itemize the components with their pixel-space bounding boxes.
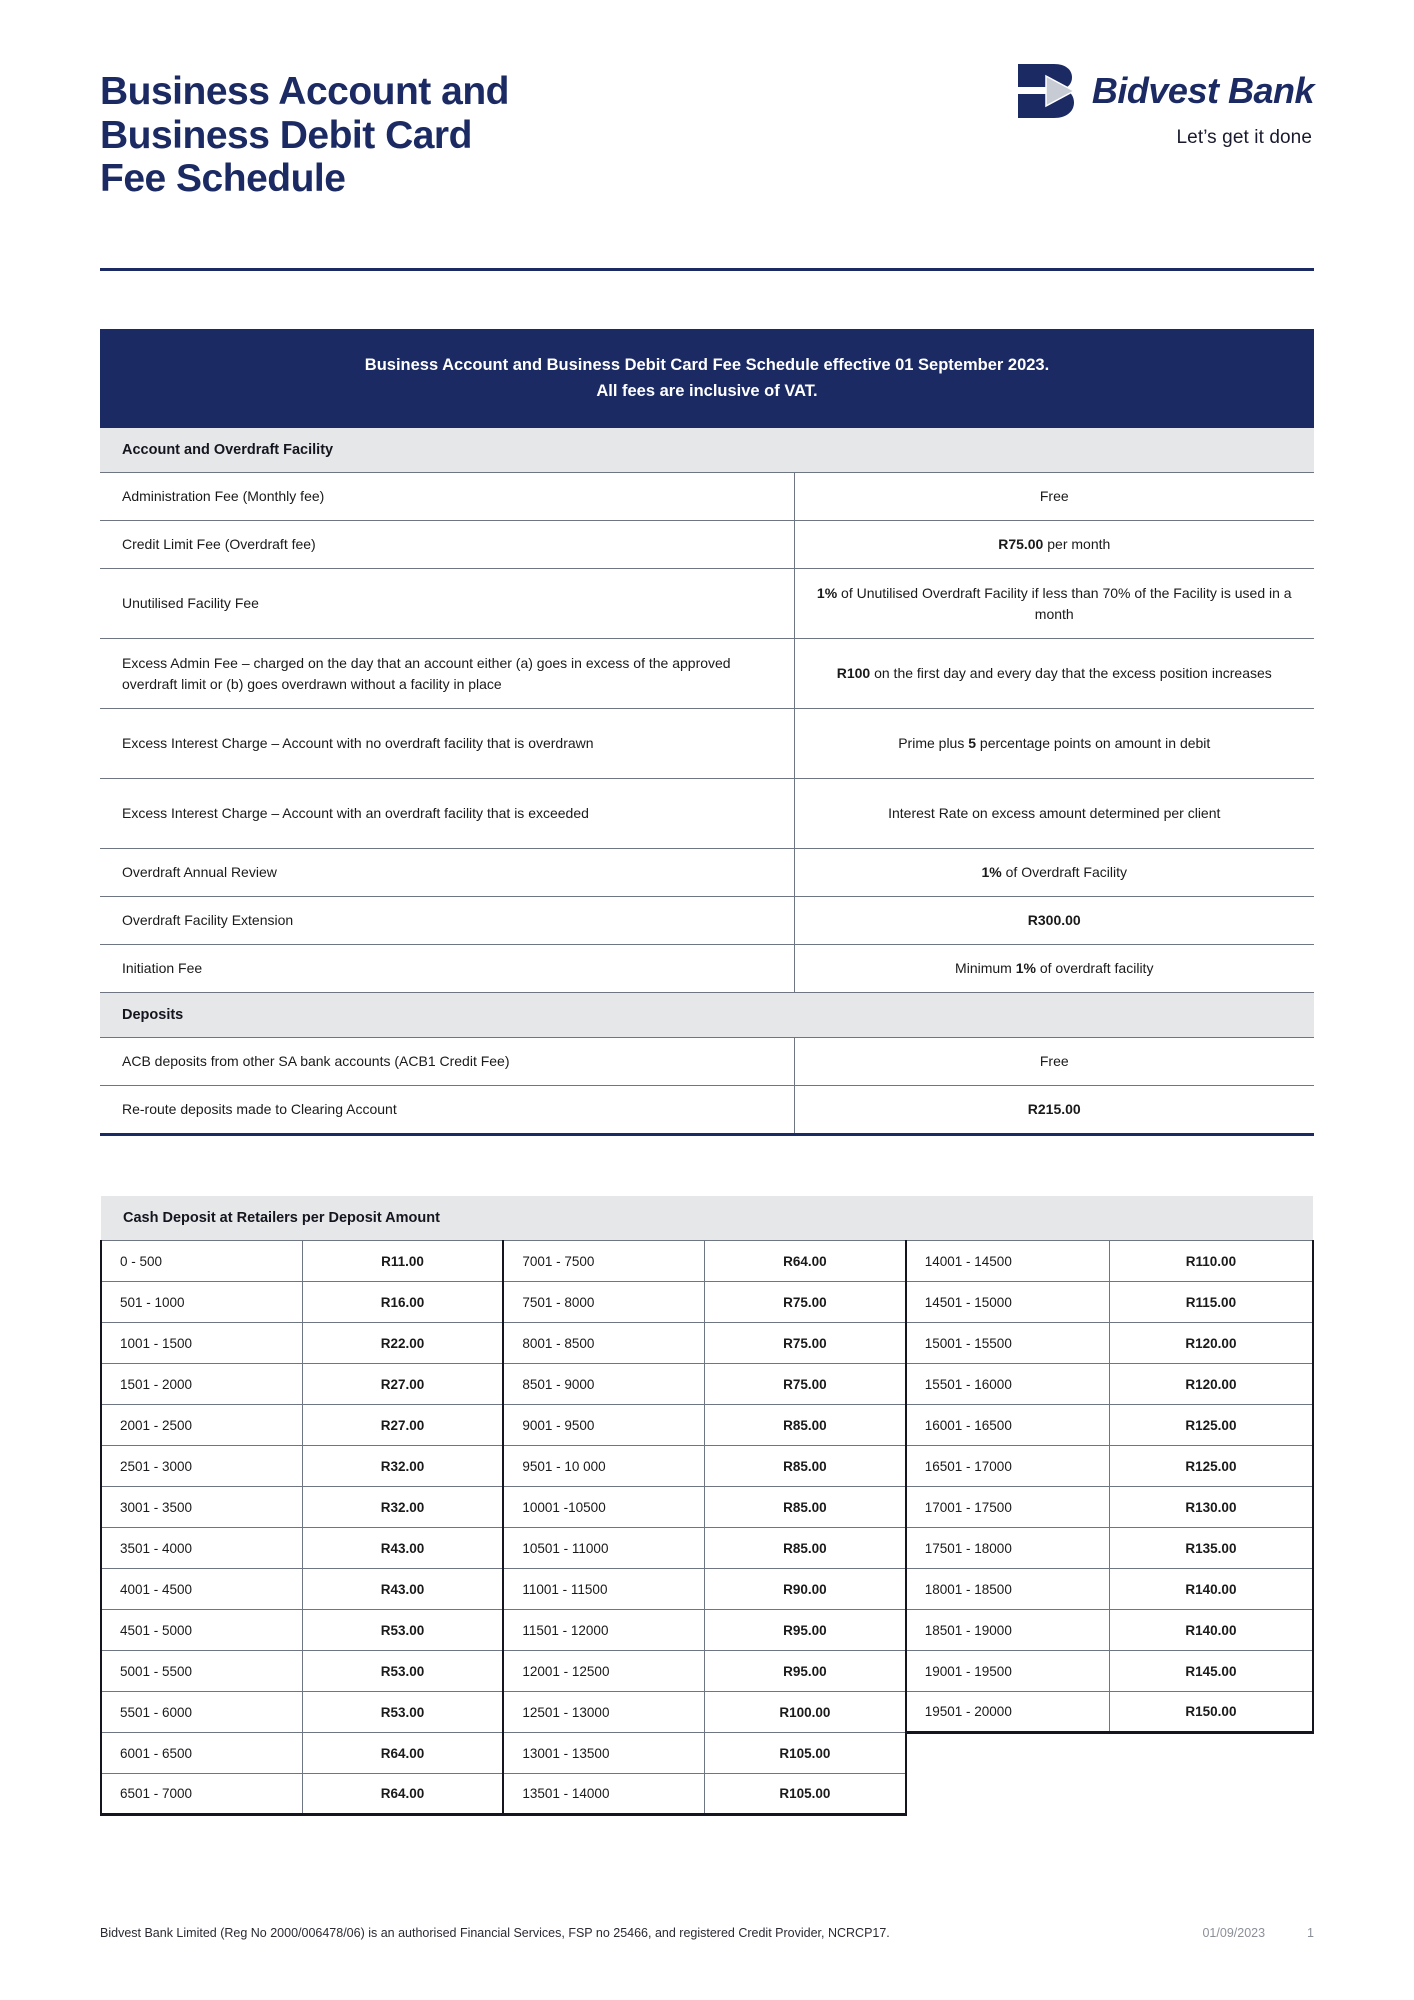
deposit-range: 11001 - 11500	[503, 1569, 704, 1610]
footer-date: 01/09/2023	[1202, 1926, 1266, 1940]
deposit-fee: R95.00	[705, 1610, 906, 1651]
footer-page-number: 1	[1307, 1926, 1314, 1940]
fee-label: Administration Fee (Monthly fee)	[100, 473, 794, 521]
deposit-range: 5501 - 6000	[101, 1692, 302, 1733]
page-title	[100, 70, 740, 201]
fee-value: 1% of Unutilised Overdraft Facility if less than 70% of the Facility is used in a month	[794, 569, 1314, 639]
fee-section-heading-row	[100, 428, 1314, 473]
cash-deposit-row	[101, 1528, 1313, 1569]
deposit-range-empty	[906, 1733, 1110, 1774]
deposit-fee: R16.00	[302, 1282, 503, 1323]
deposit-range: 9001 - 9500	[503, 1405, 704, 1446]
cash-deposit-row	[101, 1323, 1313, 1364]
brand-logo	[1016, 62, 1314, 149]
cash-deposit-row	[101, 1651, 1313, 1692]
fee-table	[100, 428, 1314, 1136]
deposit-fee-empty	[1109, 1733, 1313, 1774]
deposit-fee-empty	[1109, 1774, 1313, 1815]
deposit-range: 12001 - 12500	[503, 1651, 704, 1692]
deposit-fee: R105.00	[705, 1733, 906, 1774]
deposit-range: 16501 - 17000	[906, 1446, 1110, 1487]
deposit-fee: R110.00	[1109, 1241, 1313, 1282]
page-title-line-1: Business Account and	[100, 70, 509, 113]
deposit-range: 1001 - 1500	[101, 1323, 302, 1364]
fee-label: Re-route deposits made to Clearing Account	[100, 1086, 794, 1135]
cash-deposit-heading: Cash Deposit at Retailers per Deposit Amount	[101, 1196, 1313, 1241]
cash-deposit-heading-row	[101, 1196, 1313, 1241]
page-footer	[100, 1926, 1314, 1940]
deposit-fee: R125.00	[1109, 1405, 1313, 1446]
fee-label: Initiation Fee	[100, 945, 794, 993]
deposit-range: 15501 - 16000	[906, 1364, 1110, 1405]
brand-name: Bidvest Bank	[1091, 70, 1314, 111]
deposit-fee: R75.00	[705, 1323, 906, 1364]
deposit-fee: R115.00	[1109, 1282, 1313, 1323]
fee-table-row	[100, 779, 1314, 849]
bidvest-b-logo-icon	[1016, 62, 1078, 120]
deposit-fee: R85.00	[705, 1528, 906, 1569]
fee-table-row	[100, 849, 1314, 897]
fee-table-row	[100, 521, 1314, 569]
effective-date-banner	[100, 329, 1314, 428]
deposit-range: 4501 - 5000	[101, 1610, 302, 1651]
fee-label: Credit Limit Fee (Overdraft fee)	[100, 521, 794, 569]
fee-table-row	[100, 639, 1314, 709]
cash-deposit-row	[101, 1241, 1313, 1282]
page-title-line-2: Business Debit Card	[100, 113, 472, 157]
deposit-fee: R53.00	[302, 1651, 503, 1692]
header-divider	[100, 268, 1314, 271]
deposit-fee: R95.00	[705, 1651, 906, 1692]
deposit-range: 18501 - 19000	[906, 1610, 1110, 1651]
deposit-range: 6501 - 7000	[101, 1774, 302, 1815]
deposit-range: 12501 - 13000	[503, 1692, 704, 1733]
deposit-range: 9501 - 10 000	[503, 1446, 704, 1487]
deposit-fee: R120.00	[1109, 1323, 1313, 1364]
fee-value: R215.00	[794, 1086, 1314, 1135]
deposit-fee: R135.00	[1109, 1528, 1313, 1569]
deposit-fee: R27.00	[302, 1405, 503, 1446]
deposit-fee: R90.00	[705, 1569, 906, 1610]
fee-value: 1% of Overdraft Facility	[794, 849, 1314, 897]
cash-deposit-row	[101, 1774, 1313, 1815]
deposit-fee: R85.00	[705, 1405, 906, 1446]
deposit-range: 2501 - 3000	[101, 1446, 302, 1487]
cash-deposit-row	[101, 1692, 1313, 1733]
deposit-range: 2001 - 2500	[101, 1405, 302, 1446]
deposit-range: 3001 - 3500	[101, 1487, 302, 1528]
cash-deposit-row	[101, 1282, 1313, 1323]
fee-label: ACB deposits from other SA bank accounts (ACB1 Credit Fee)	[100, 1038, 794, 1086]
deposit-fee: R75.00	[705, 1282, 906, 1323]
cash-deposit-row	[101, 1446, 1313, 1487]
deposit-range-empty	[906, 1774, 1110, 1815]
deposit-range: 8501 - 9000	[503, 1364, 704, 1405]
deposit-range: 14501 - 15000	[906, 1282, 1110, 1323]
deposit-range: 19001 - 19500	[906, 1651, 1110, 1692]
deposit-range: 7001 - 7500	[503, 1241, 704, 1282]
deposit-range: 10501 - 11000	[503, 1528, 704, 1569]
fee-section-heading-row	[100, 993, 1314, 1038]
fee-value: R300.00	[794, 897, 1314, 945]
cash-deposit-row	[101, 1487, 1313, 1528]
deposit-fee: R64.00	[302, 1733, 503, 1774]
fee-value: Free	[794, 1038, 1314, 1086]
fee-value: Prime plus 5 percentage points on amount in debit	[794, 709, 1314, 779]
fee-value: R100 on the first day and every day that the excess position increases	[794, 639, 1314, 709]
deposit-range: 17501 - 18000	[906, 1528, 1110, 1569]
fee-section-heading: Account and Overdraft Facility	[100, 428, 1314, 473]
fee-label: Excess Interest Charge – Account with an overdraft facility that is exceeded	[100, 779, 794, 849]
banner-line-1: Business Account and Business Debit Card Fee Schedule effective 01 September 2023.	[364, 356, 1050, 374]
deposit-range: 13501 - 14000	[503, 1774, 704, 1815]
deposit-range: 7501 - 8000	[503, 1282, 704, 1323]
fee-table-row	[100, 897, 1314, 945]
deposit-fee: R32.00	[302, 1446, 503, 1487]
deposit-range: 501 - 1000	[101, 1282, 302, 1323]
deposit-fee: R85.00	[705, 1487, 906, 1528]
deposit-fee: R100.00	[705, 1692, 906, 1733]
cash-deposit-row	[101, 1569, 1313, 1610]
deposit-fee: R125.00	[1109, 1446, 1313, 1487]
deposit-fee: R120.00	[1109, 1364, 1313, 1405]
cash-deposit-table	[100, 1196, 1314, 1816]
deposit-fee: R105.00	[705, 1774, 906, 1815]
fee-label: Unutilised Facility Fee	[100, 569, 794, 639]
deposit-range: 8001 - 8500	[503, 1323, 704, 1364]
deposit-fee: R64.00	[302, 1774, 503, 1815]
deposit-range: 11501 - 12000	[503, 1610, 704, 1651]
deposit-fee: R140.00	[1109, 1610, 1313, 1651]
deposit-fee: R53.00	[302, 1692, 503, 1733]
fee-section-heading: Deposits	[100, 993, 1314, 1038]
fee-value: Interest Rate on excess amount determined per client	[794, 779, 1314, 849]
cash-deposit-row	[101, 1733, 1313, 1774]
deposit-fee: R22.00	[302, 1323, 503, 1364]
deposit-range: 15001 - 15500	[906, 1323, 1110, 1364]
fee-table-row	[100, 1038, 1314, 1086]
deposit-fee: R11.00	[302, 1241, 503, 1282]
deposit-fee: R43.00	[302, 1569, 503, 1610]
cash-deposit-row	[101, 1610, 1313, 1651]
fee-table-row	[100, 945, 1314, 993]
deposit-fee: R85.00	[705, 1446, 906, 1487]
fee-table-row	[100, 473, 1314, 521]
fee-value: Minimum 1% of overdraft facility	[794, 945, 1314, 993]
deposit-fee: R150.00	[1109, 1692, 1313, 1733]
deposit-range: 14001 - 14500	[906, 1241, 1110, 1282]
page-title-line-3: Fee Schedule	[100, 157, 346, 201]
brand-tagline: Let’s get it done	[1176, 127, 1312, 148]
deposit-range: 10001 -10500	[503, 1487, 704, 1528]
deposit-fee: R43.00	[302, 1528, 503, 1569]
deposit-range: 0 - 500	[101, 1241, 302, 1282]
fee-table-row	[100, 569, 1314, 639]
cash-deposit-row	[101, 1364, 1313, 1405]
fee-label: Overdraft Annual Review	[100, 849, 794, 897]
deposit-fee: R140.00	[1109, 1569, 1313, 1610]
fee-table-row	[100, 1086, 1314, 1135]
deposit-fee: R53.00	[302, 1610, 503, 1651]
deposit-range: 6001 - 6500	[101, 1733, 302, 1774]
fee-label: Excess Admin Fee – charged on the day that an account either (a) goes in excess of the approved overdraft limit or (b) goes overdrawn without a facility in place	[100, 639, 794, 709]
deposit-range: 19501 - 20000	[906, 1692, 1110, 1733]
deposit-fee: R64.00	[705, 1241, 906, 1282]
footer-legal-text: Bidvest Bank Limited (Reg No 2000/006478/06) is an authorised Financial Services, FSP no 25466, and registered Credit Provider, NCRCP17.	[100, 1926, 890, 1940]
fee-value: R75.00 per month	[794, 521, 1314, 569]
fee-table-body	[100, 428, 1314, 1135]
deposit-fee: R32.00	[302, 1487, 503, 1528]
fee-label: Excess Interest Charge – Account with no overdraft facility that is overdrawn	[100, 709, 794, 779]
deposit-range: 4001 - 4500	[101, 1569, 302, 1610]
deposit-range: 1501 - 2000	[101, 1364, 302, 1405]
deposit-range: 16001 - 16500	[906, 1405, 1110, 1446]
cash-deposit-section	[100, 1196, 1314, 1816]
cash-deposit-row	[101, 1405, 1313, 1446]
deposit-range: 13001 - 13500	[503, 1733, 704, 1774]
deposit-fee: R27.00	[302, 1364, 503, 1405]
deposit-range: 18001 - 18500	[906, 1569, 1110, 1610]
page-header	[0, 0, 1414, 250]
deposit-fee: R145.00	[1109, 1651, 1313, 1692]
fee-label: Overdraft Facility Extension	[100, 897, 794, 945]
deposit-fee: R130.00	[1109, 1487, 1313, 1528]
deposit-range: 17001 - 17500	[906, 1487, 1110, 1528]
fee-table-row	[100, 709, 1314, 779]
fee-value: Free	[794, 473, 1314, 521]
deposit-range: 5001 - 5500	[101, 1651, 302, 1692]
banner-line-2: All fees are inclusive of VAT.	[596, 381, 818, 400]
deposit-fee: R75.00	[705, 1364, 906, 1405]
deposit-range: 3501 - 4000	[101, 1528, 302, 1569]
